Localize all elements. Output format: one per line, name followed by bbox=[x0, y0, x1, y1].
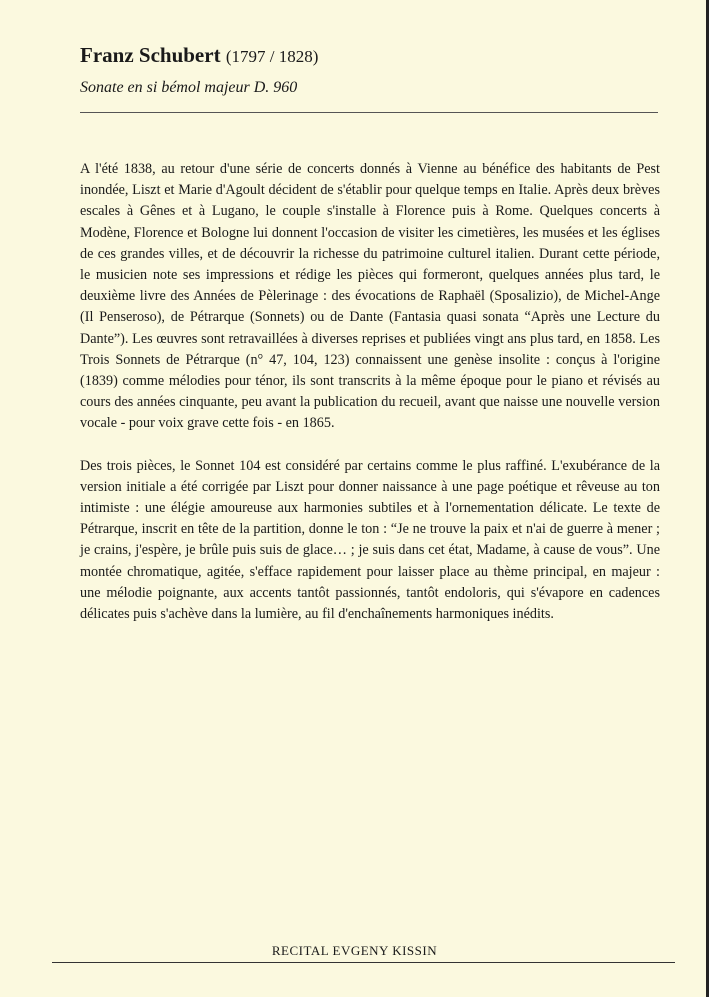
body-text bbox=[80, 159, 660, 646]
composer-dates: (1797 / 1828) bbox=[225, 47, 319, 66]
paragraph-2: Des trois pièces, le Sonnet 104 est considéré par certains comme le plus raffiné. L'exubérance de la version initiale a été corrigée par Liszt pour donner naissance à une page poétique et rêveuse au ton intimiste : une élégie amoureuse aux harmonies subtiles et à l'ornementation délicate. Le texte de Pétrarque, inscrit en tête de la partition, donne le ton : “Je ne trouve la paix et n'ai de guerre à mener ; je crains, j'espère, je brûle puis suis de glace… ; je suis dans cet état, Madame, à cause de vous”. Une montée chromatique, agitée, s'efface rapidement pour laisser place au thème principal, en majeur : une mélodie poignante, aux accents tantôt passionnés, tantôt endoloris, qui s'évapore en cadences délicates puis s'achève dans la lumière, au fil d'enchaînements harmoniques inédits. bbox=[80, 457, 660, 623]
header-divider bbox=[80, 112, 658, 113]
header bbox=[80, 42, 660, 98]
footer-title: RECITAL EVGENY KISSIN bbox=[271, 943, 438, 958]
title-line bbox=[80, 42, 660, 70]
footer-divider bbox=[52, 962, 675, 963]
composer-name: Franz Schubert bbox=[80, 43, 221, 67]
paragraph-1: A l'été 1838, au retour d'une série de concerts donnés à Vienne au bénéfice des habitants de Pest inondée, Liszt et Marie d'Agoult décident de s'établir pour quelque temps en Italie. Après deux brèves escales à Gênes et à Lugano, le couple s'installe à Florence puis à Rome. Quelques concerts à Modène, Florence et Bologne lui donnent l'occasion de visiter les cimetières, les musées et les églises de ces grandes villes, et de découvrir la richesse du patrimoine culturel italien. Durant cette période, le musicien note ses impressions et rédige les pièces qui formeront, quelques années plus tard, le deuxième livre des Années de Pèlerinage : des évocations de Raphaël (Sposalizio), de Michel-Ange (Il Penseroso), de Pétrarque (Sonnets) ou de Dante (Fantasia quasi sonata “Après une Lecture du Dante”). Les œuvres sont retravaillées à diverses reprises et publiées vingt ans plus tard, en 1858. Les Trois Sonnets de Pétrarque (n° 47, 104, 123) connaissent une genèse insolite : conçus à l'origine (1839) comme mélodies pour ténor, ils sont transcrits à la même époque pour le piano et révisés au cours des années cinquante, peu avant la publication du recueil, avant que naisse une nouvelle version vocale - pour voix grave cette fois - en 1865. bbox=[80, 161, 660, 432]
work-title: Sonate en si bémol majeur D. 960 bbox=[80, 79, 298, 96]
